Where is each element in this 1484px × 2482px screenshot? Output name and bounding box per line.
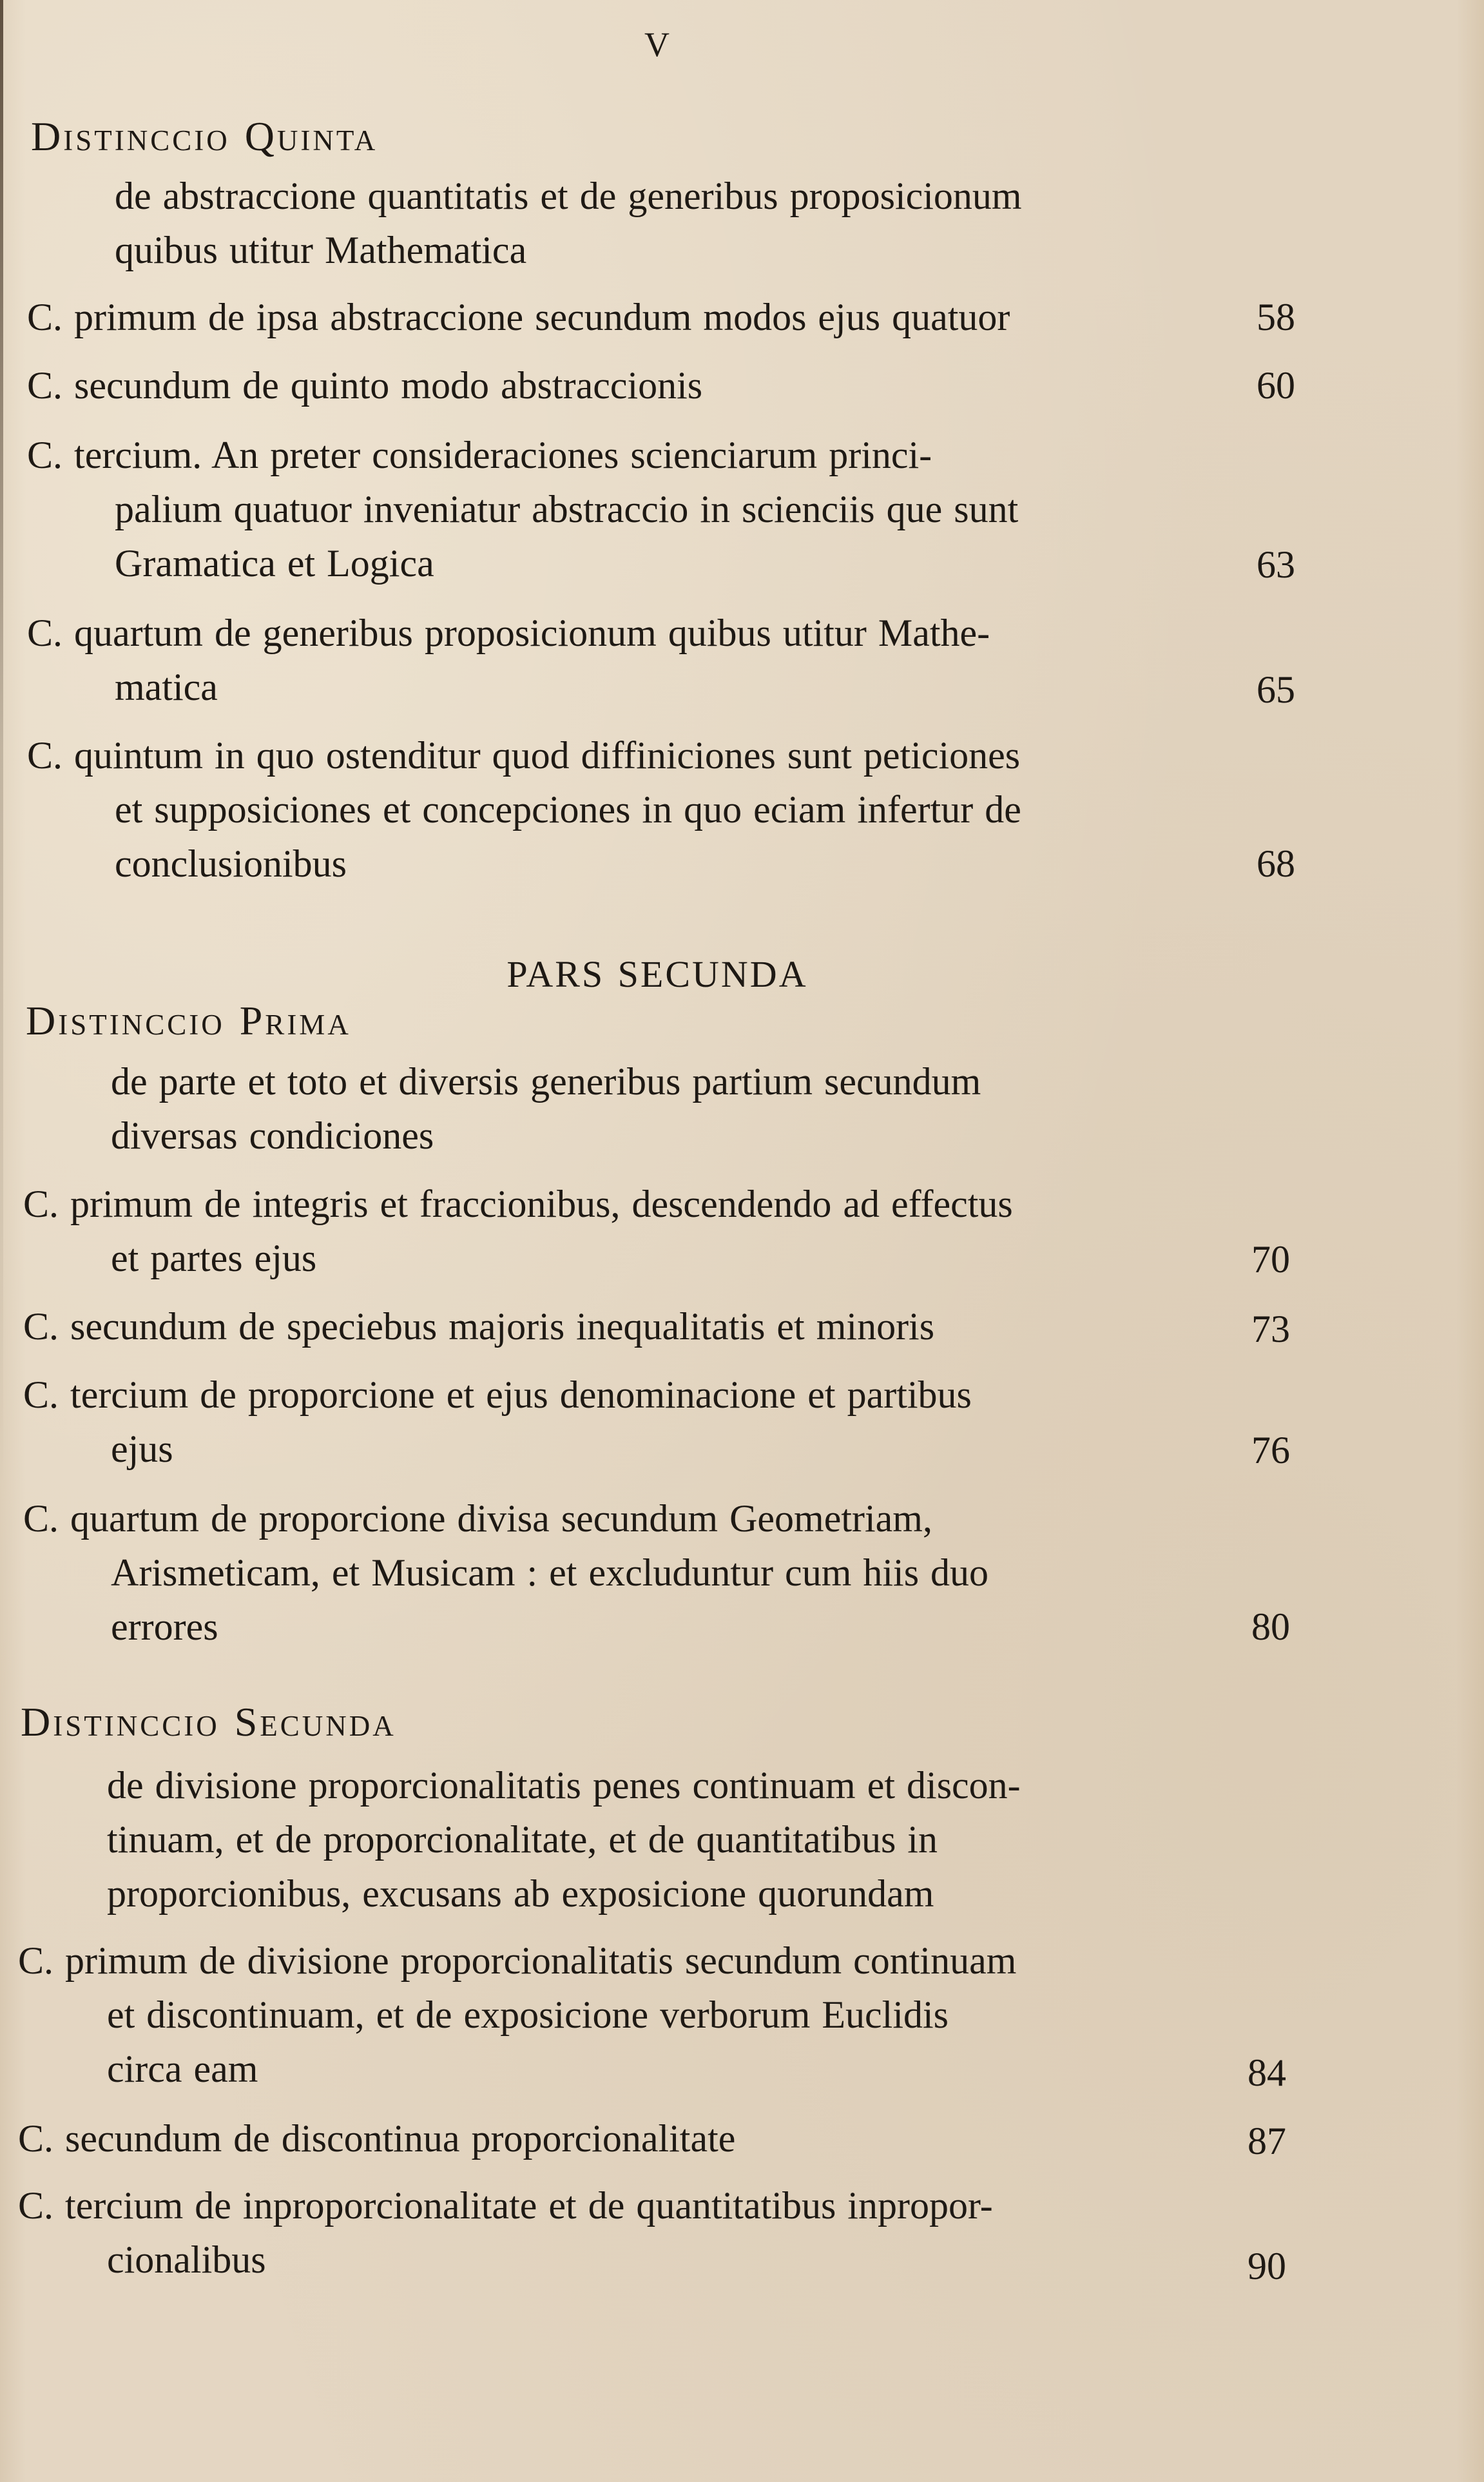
section-description-line: proporcionibus, excusans ab exposicione quorundam (107, 1872, 934, 1915)
toc-entry-line: C. secundum de speciebus majoris inequalitatis et minoris (23, 1305, 935, 1348)
toc-entry-line: C. quartum de generibus proposicionum quibus utitur Mathe- (27, 612, 990, 654)
toc-entry-page: 68 (1257, 842, 1295, 885)
section-description-line: de divisione proporcionalitatis penes continuam et discon- (107, 1764, 1021, 1807)
toc-entry-line: matica (115, 666, 218, 708)
section-heading: Distinccio Quinta (31, 113, 378, 159)
toc-entry-line: C. tercium de inproporcionalitate et de quantitatibus inpropor- (18, 2184, 993, 2227)
toc-entry-line: C. primum de integris et fraccionibus, descendendo ad effectus (23, 1183, 1013, 1225)
part-heading: PARS SECUNDA (506, 953, 808, 995)
toc-entry-line: ejus (111, 1428, 173, 1470)
section-description-line: quibus utitur Mathematica (115, 229, 527, 271)
toc-entry-line: C. secundum de discontinua proporcionalitate (18, 2117, 736, 2160)
toc-entry-page: 90 (1248, 2245, 1286, 2287)
toc-entry-page: 84 (1248, 2051, 1286, 2094)
toc-entry-line: et discontinuam, et de exposicione verborum Euclidis (107, 1993, 949, 2036)
toc-entry-line: C. primum de divisione proporcionalitatis secundum continuam (18, 1939, 1017, 1982)
toc-entry-page: 73 (1251, 1308, 1290, 1350)
toc-entry-page: 60 (1257, 364, 1295, 407)
toc-entry-page: 76 (1251, 1429, 1290, 1471)
section-description-line: diversas condiciones (111, 1114, 434, 1157)
toc-entry-page: 87 (1248, 2120, 1286, 2162)
toc-entry-line: C. quintum in quo ostenditur quod diffiniciones sunt peticiones (27, 734, 1021, 777)
toc-entry-line: cionalibus (107, 2238, 266, 2281)
toc-entry-line: circa eam (107, 2048, 258, 2090)
section-heading: Distinccio Prima (26, 998, 351, 1043)
page-number: V (644, 25, 670, 64)
section-description-line: de parte et toto et diversis generibus partium secundum (111, 1060, 981, 1103)
section-description-line: tinuam, et de proporcionalitate, et de quantitatibus in (107, 1818, 938, 1861)
toc-entry-page: 70 (1251, 1238, 1290, 1281)
toc-entry-line: Gramatica et Logica (115, 542, 434, 585)
toc-entry-line: Arismeticam, et Musicam : et excluduntur cum hiis duo (111, 1551, 989, 1594)
toc-entry-line: et supposiciones et concepciones in quo eciam infertur de (115, 788, 1021, 831)
toc-entry-line: errores (111, 1605, 218, 1648)
toc-entry-line: et partes ejus (111, 1237, 317, 1279)
toc-entry-line: C. secundum de quinto modo abstraccionis (27, 364, 703, 407)
toc-entry-line: C. tercium. An preter consideraciones scienciarum princi- (27, 434, 932, 476)
toc-entry-line: C. primum de ipsa abstraccione secundum modos ejus quatuor (27, 296, 1010, 338)
toc-entry-line: C. quartum de proporcione divisa secundum Geometriam, (23, 1497, 932, 1540)
toc-entry-line: C. tercium de proporcione et ejus denominacione et partibus (23, 1373, 972, 1416)
toc-entry-line: palium quatuor inveniatur abstraccio in scienciis que sunt (115, 488, 1019, 530)
toc-entry-line: conclusionibus (115, 842, 347, 885)
toc-entry-page: 80 (1251, 1605, 1290, 1648)
section-heading: Distinccio Secunda (21, 1699, 396, 1745)
section-description-line: de abstraccione quantitatis et de generibus proposicionum (115, 175, 1022, 217)
toc-entry-page: 65 (1257, 668, 1295, 711)
toc-entry-page: 63 (1257, 543, 1295, 586)
toc-entry-page: 58 (1257, 296, 1295, 338)
